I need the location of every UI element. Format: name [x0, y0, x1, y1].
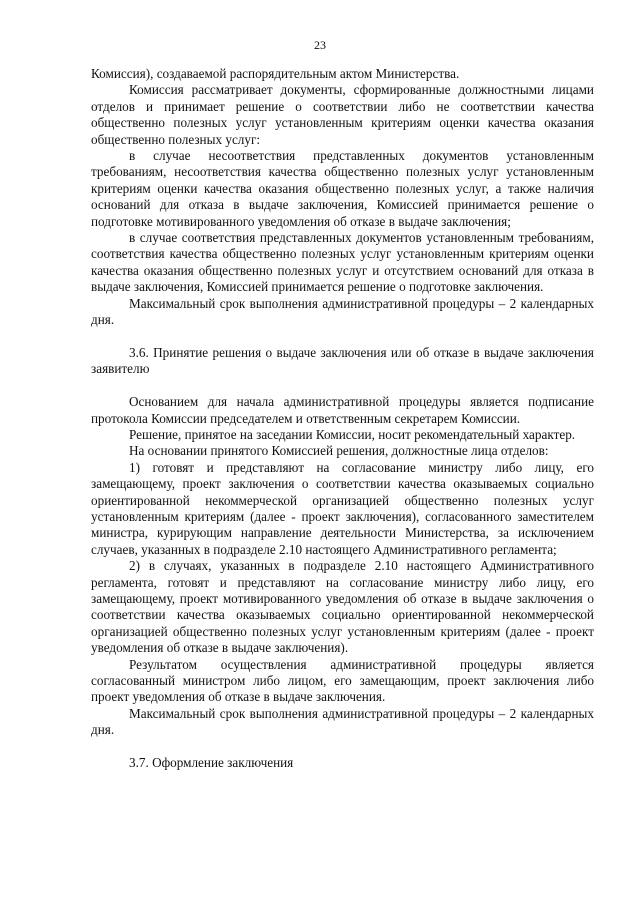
paragraph: Результатом осуществления административной процедуры является согласованный министром либо лицом, его замещающим, проект заключения либо проект уведомления об отказе в выдаче заключения.	[91, 656, 594, 705]
document-body	[91, 66, 594, 771]
section-heading-3-6: 3.6. Принятие решения о выдаче заключения или об отказе в выдаче заключения заявителю	[91, 344, 594, 377]
paragraph: Основанием для начала административной процедуры является подписание протокола Комиссии председателем и ответственным секретарем Комиссии.	[91, 394, 594, 426]
paragraph: Максимальный срок выполнения административной процедуры – 2 календарных дня.	[91, 705, 594, 738]
paragraph: Решение, принятое на заседании Комиссии, носит рекомендательный характер.	[129, 426, 576, 442]
section-heading-3-7: 3.7. Оформление заключения	[129, 755, 294, 771]
paragraph: Комиссия рассматривает документы, сформированные должностными лицами отделов и принимает решение о соответствии либо не соответствии качества общественно полезных услуг установленным критериям оценки качества оказания общественно полезных услуг:	[91, 82, 594, 147]
paragraph: в случае несоответствия представленных документов установленным требованиям, несоответствия качества общественно полезных услуг установленным критериям оценки качества оказания общественно полезных услуг, а также наличия оснований для отказа в выдаче заключения, Комиссией принимается решение о подготовке мотивированного уведомления об отказе в выдаче заключения;	[91, 148, 594, 229]
page-number: 23	[314, 38, 326, 52]
spacer	[91, 329, 594, 345]
paragraph: Комиссия), создаваемой распорядительным актом Министерства.	[91, 66, 460, 81]
paragraph: 1) готовят и представляют на согласование министру либо лицу, его замещающему, проект заключения о соответствии качества оказываемых социально ориентированной некоммерческой организацией общественно полезных услуг установленным критериям (далее - проект заключения), согласованного заместителем министра, курирующим направление деятельности Министерства, за исключением случаев, указанных в подразделе 2.10 настоящего Административного регламента;	[91, 459, 594, 557]
paragraph: 2) в случаях, указанных в подразделе 2.10 настоящего Административного регламента, готовят и представляют на согласование министру либо лицу, его замещающему, проект мотивированного уведомления об отказе в выдаче заключения о соответствии качества оказываемых социально ориентированной некоммерческой организацией общественно полезных услуг установленным критериям (далее - проект уведомления об отказе в выдаче заключения).	[91, 558, 594, 656]
paragraph: На основании принятого Комиссией решения, должностные лица отделов:	[129, 443, 549, 459]
spacer	[91, 739, 594, 755]
paragraph: в случае соответствия представленных документов установленным требованиям, соответствия качества общественно полезных услуг установленным критериям оценки качества оказания общественно полезных услуг и отсутствием оснований для отказа в выдаче заключения, Комиссией принимается решение о подготовке заключения.	[91, 230, 594, 295]
spacer	[91, 378, 594, 394]
paragraph: Максимальный срок выполнения административной процедуры – 2 календарных дня.	[91, 295, 594, 328]
